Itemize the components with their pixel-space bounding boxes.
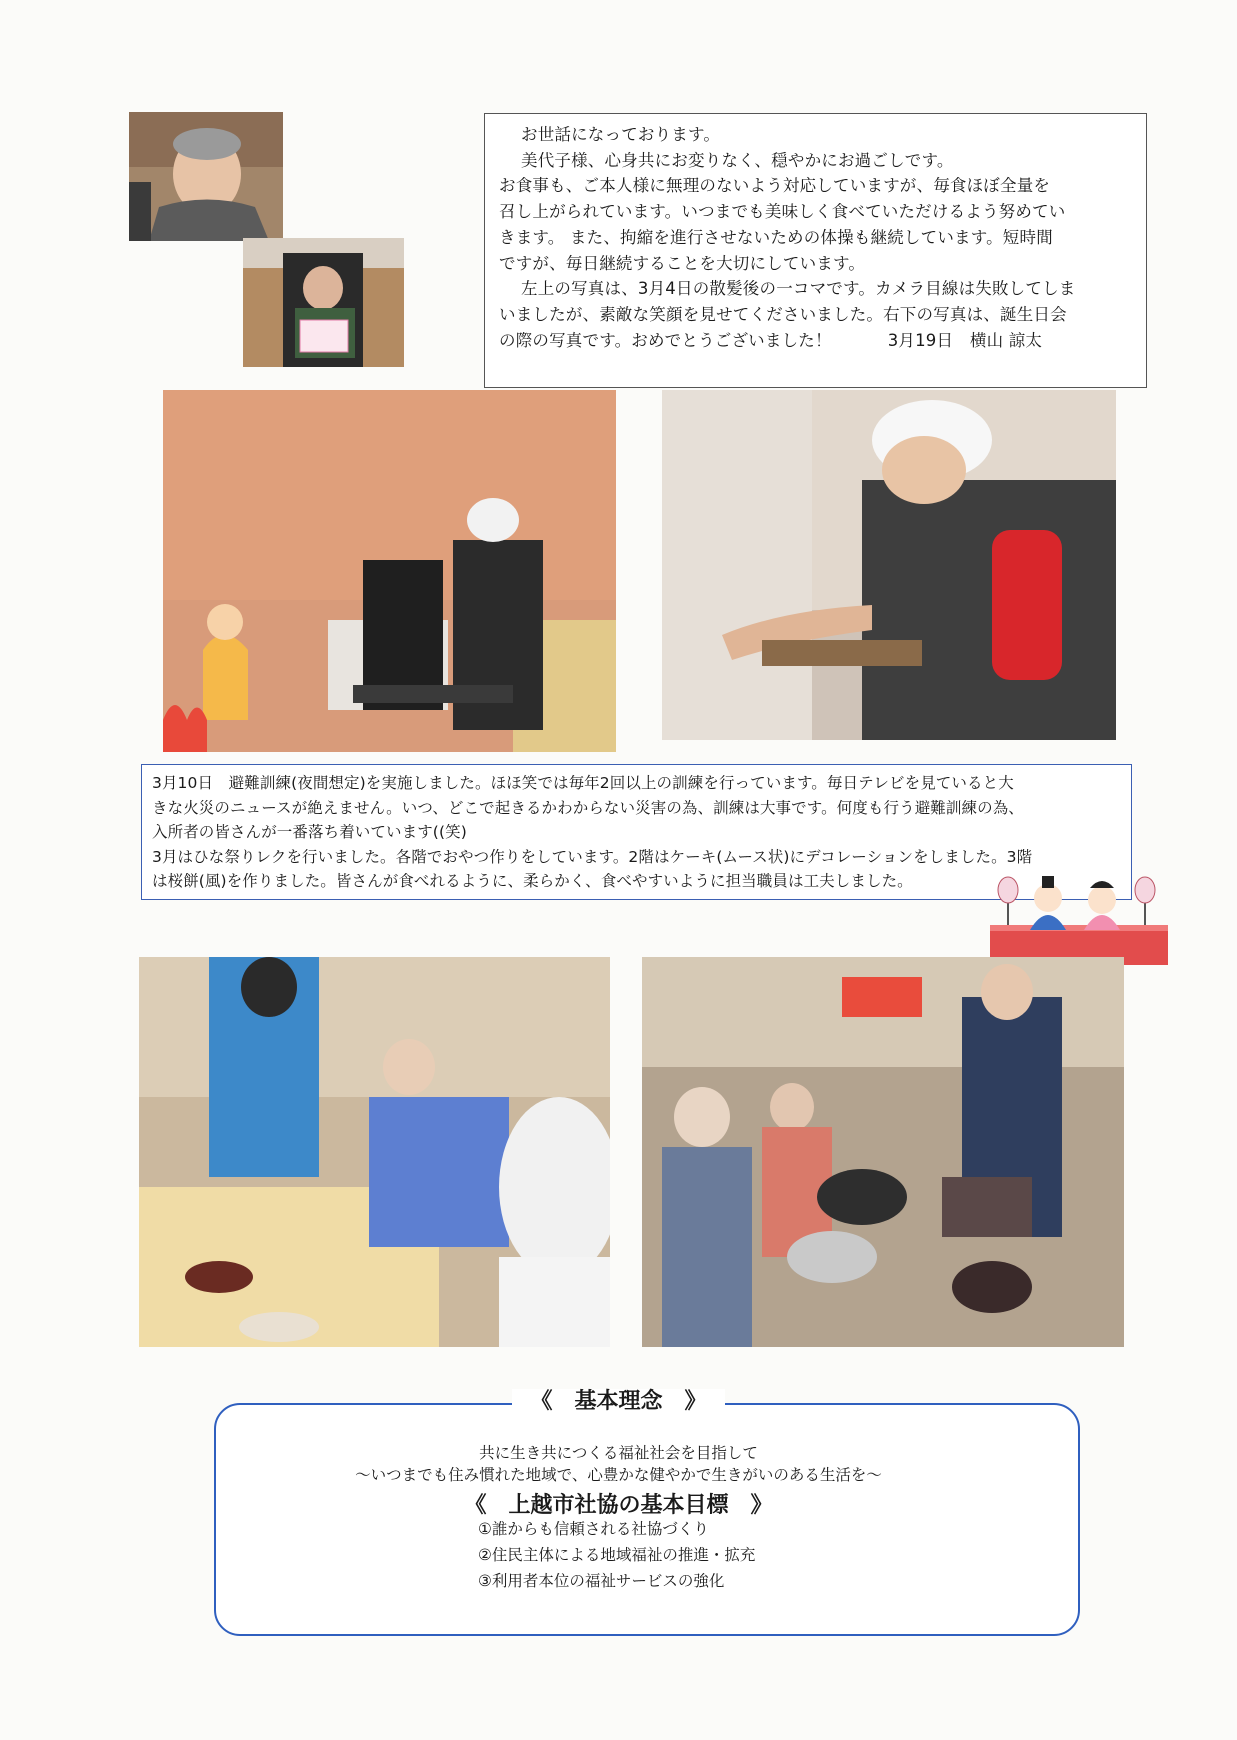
letter-line: ですが、毎日継続することを大切にしています。 <box>499 253 866 273</box>
philosophy-title: 《 基本理念 》 <box>512 1389 724 1414</box>
letter-greeting: お世話になっております。 <box>521 125 721 144</box>
hina-dolls-illustration <box>990 870 1168 965</box>
letter-line-last <box>499 328 1132 354</box>
goals-title-row <box>0 1488 1237 1519</box>
cake-decorating-photo <box>139 957 610 1347</box>
philosophy-line: ～いつまでも住み慣れた地域で、心豊かな健やかで生きがいのある生活を～ <box>355 1466 882 1484</box>
evacuation-drill-photo-room <box>163 390 616 752</box>
sakura-mochi-photo <box>642 957 1124 1347</box>
goals-title: 《 上越市社協の基本目標 》 <box>446 1493 790 1518</box>
list-item: ③利用者本位の福祉サービスの強化 <box>478 1572 725 1590</box>
caption-line: 入所者の皆さんが一番落ち着いています((笑) <box>152 823 467 841</box>
letter-line: お食事も、ご本人様に無理のないよう対応していますが、毎食ほぼ全量を <box>499 176 1051 196</box>
letter-line: 左上の写真は、3月4日の散髪後の一コマです。カメラ目線は失敗してしま <box>521 279 1076 299</box>
goals-list <box>478 1516 755 1594</box>
fire-extinguisher-drill-photo <box>662 390 1116 740</box>
caption-line: きな火災のニュースが絶えません。いつ、どこで起きるかわからない災害の為、訓練は大事です。何度も行う避難訓練の為、 <box>152 798 1024 817</box>
letter-line: 美代子様、心身共にお変りなく、穏やかにお過ごしです。 <box>521 150 954 170</box>
letter-line: いましたが、素敵な笑顔を見せてくださいました。右下の写真は、誕生日会 <box>499 304 1067 324</box>
letter-line: 召し上がられています。いつまでも美味しく食べていただけるよう努めてい <box>499 202 1066 222</box>
caption-line: 3月はひな祭りレクを行いました。各階でおやつ作りをしています。2階はケーキ(ムース状)にデコレーションをしました。3階 <box>152 847 1033 866</box>
caption-line: は桜餅(風)を作りました。皆さんが食べれるように、柔らかく、食べやすいように担当職員は工夫しました。 <box>152 872 913 890</box>
staff-letter <box>484 113 1147 388</box>
event-caption <box>141 764 1132 900</box>
letter-line: の際の写真です。おめでとうございました！ <box>499 330 832 350</box>
resident-portrait-photo <box>129 112 283 241</box>
list-item: ①誰からも信頼される社協づくり <box>478 1520 709 1538</box>
letter-signature: 3月19日 横山 諒太 <box>887 330 1043 350</box>
birthday-photo <box>243 238 404 367</box>
philosophy-line: 共に生き共につくる福祉社会を目指して <box>479 1444 758 1462</box>
letter-line: きます。 また、拘縮を進行させないための体操も継続しています。短時間 <box>499 227 1053 247</box>
caption-line: 3月10日 避難訓練(夜間想定)を実施しました。ほほ笑では毎年2回以上の訓練を行っています。毎日テレビを見ていると大 <box>152 774 1014 792</box>
list-item: ②住民主体による地域福祉の推進・拡充 <box>478 1546 756 1564</box>
philosophy-title-row <box>0 1384 1237 1415</box>
